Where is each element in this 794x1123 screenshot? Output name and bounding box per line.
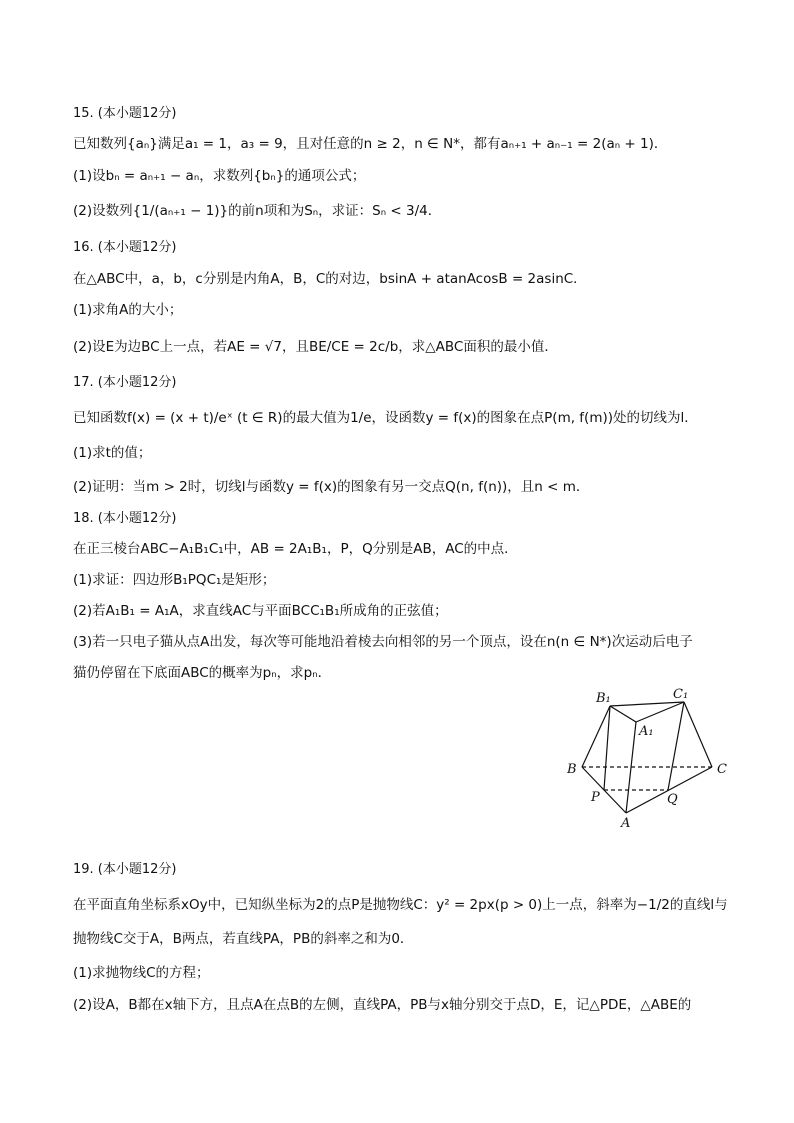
problem-18-part-1: (1)求证：四边形B₁PQC₁是矩形； <box>73 572 276 588</box>
problem-19-part-1: (1)求抛物线C的方程； <box>73 965 210 981</box>
frustum-diagram <box>560 680 750 830</box>
problem-19-part-2: (2)设A，B都在x轴下方，且点A在点B的左侧，直线PA，PB与x轴分别交于点D，E，记△PDE，△ABE的 <box>73 997 692 1013</box>
problem-16-statement: 在△ABC中，a，b，c分别是内角A，B，C的对边，bsinA + atanAcosB = 2asinC． <box>73 271 587 287</box>
problem-19-header: 19. (本小题12分) <box>73 862 177 877</box>
edge-B1C1 <box>610 702 684 706</box>
label-Q: Q <box>667 792 678 807</box>
problem-15-part-2: (2)设数列{1/(aₙ₊₁ − 1)}的前n项和为Sₙ，求证：Sₙ < 3/4． <box>73 203 442 219</box>
problem-16-part-1: (1)求角A的大小； <box>73 302 183 318</box>
label-B: B <box>567 762 577 777</box>
label-C: C <box>717 762 727 777</box>
problem-15-statement: 已知数列{aₙ}满足a₁ = 1，a₃ = 9，且对任意的n ≥ 2，n ∈ N*，都有aₙ₊₁ + aₙ₋₁ = 2(aₙ + 1)． <box>73 136 668 152</box>
label-A: A <box>621 816 631 830</box>
problem-18-part-3-cont: 猫仍停留在下底面ABC的概率为pₙ，求pₙ． <box>73 665 332 681</box>
edge-B1A1 <box>610 706 636 722</box>
problem-18-statement: 在正三棱台ABC−A₁B₁C₁中，AB = 2A₁B₁，P，Q分别是AB，AC的中点． <box>73 541 518 557</box>
edge-A1C1 <box>636 702 684 722</box>
segment-B1P <box>604 706 610 790</box>
problem-18-part-3: (3)若一只电子猫从点A出发，每次等可能地沿着棱去向相邻的另一个顶点，设在n(n ∈ N*)次运动后电子 <box>73 634 693 650</box>
problem-18-part-2: (2)若A₁B₁ = A₁A，求直线AC与平面BCC₁B₁所成角的正弦值； <box>73 603 448 619</box>
problem-17-statement: 已知函数f(x) = (x + t)/eˣ (t ∈ R)的最大值为1/e，设函数y = f(x)的图象在点P(m, f(m))处的切线为l． <box>73 410 698 426</box>
problem-17-header: 17. (本小题12分) <box>73 375 177 390</box>
label-C1: C₁ <box>673 687 689 702</box>
label-P: P <box>591 790 600 805</box>
problem-15-header: 15. (本小题12分) <box>73 106 177 121</box>
label-B1: B₁ <box>596 691 611 706</box>
problem-17-part-2: (2)证明：当m > 2时，切线l与函数y = f(x)的图象有另一交点Q(n, f(n))，且n < m． <box>73 479 590 495</box>
label-A1: A₁ <box>639 724 654 739</box>
problem-19-statement: 在平面直角坐标系xOy中，已知纵坐标为2的点P是抛物线C：y² = 2px(p > 0)上一点，斜率为−1/2的直线l与 <box>73 897 728 913</box>
problem-19-statement-cont: 抛物线C交于A，B两点，若直线PA，PB的斜率之和为0． <box>73 931 414 947</box>
problem-18-header: 18. (本小题12分) <box>73 511 177 526</box>
problem-16-part-2: (2)设E为边BC上一点，若AE = √7，且BE/CE = 2c/b，求△ABC面积的最小值． <box>73 339 558 355</box>
edge-CC1 <box>684 702 712 767</box>
problem-16-header: 16. (本小题12分) <box>73 240 177 255</box>
problem-15-part-1: (1)设bₙ = aₙ₊₁ − aₙ，求数列{bₙ}的通项公式； <box>73 168 366 184</box>
problem-17-part-1: (1)求t的值； <box>73 445 152 461</box>
frustum-figure <box>560 680 750 830</box>
segment-C1Q <box>668 702 684 790</box>
